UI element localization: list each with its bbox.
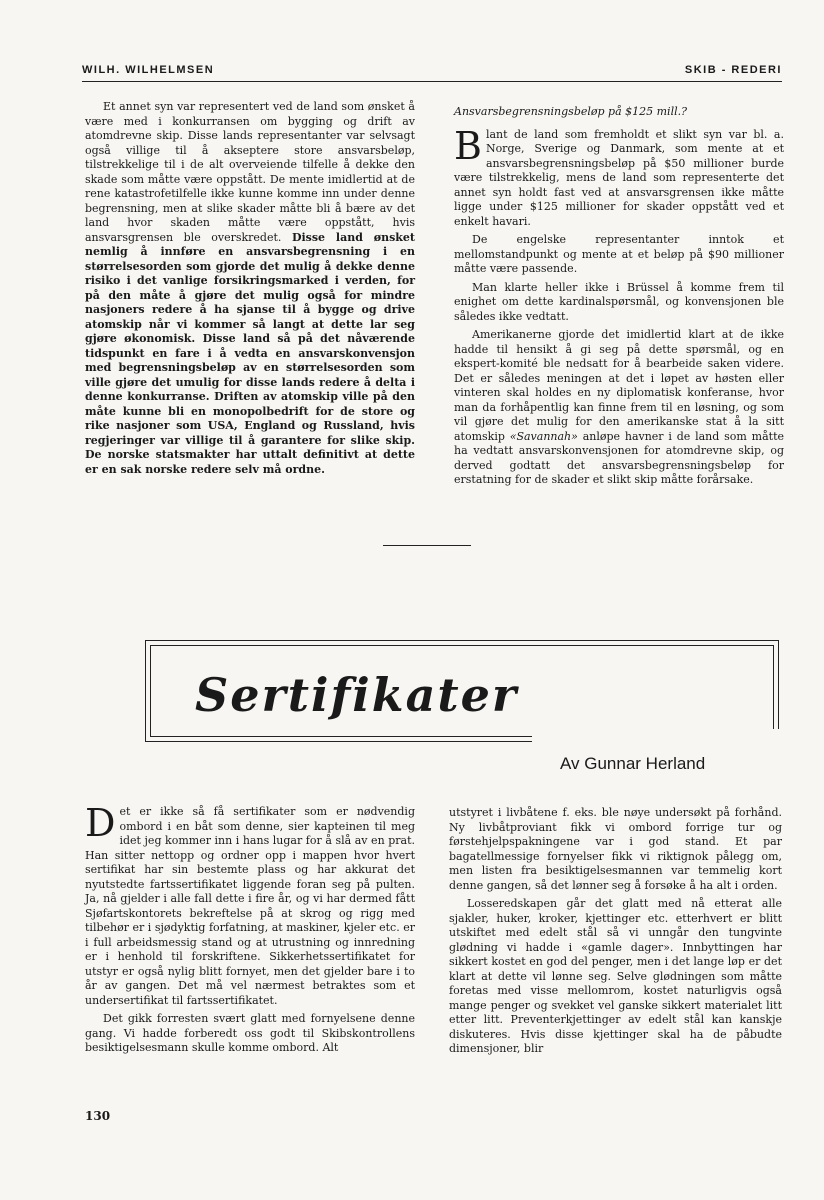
drop-cap: B [454,123,482,168]
paragraph [85,801,415,1008]
paragraph: Losseredskapen går det glatt med nå etterat alle sjakler, huker, kroker, kjettinger etc. etterhvert er blitt utskiftet med edelt stål så vi unngår den tungvinte glødning vi hadde i «gamle dager». Innbyttingen har sikkert kostet en god del penger, men i det lange løp er det klart at dette vil lønne seg. Selve glødningen som måtte foretas med visse mellomrom, kostet naturligvis også mange penger og svekket vel ganske sikkert materialet litt etter litt. Preventerkjettinger av edelt stål kan kanskje diskuteres. Hvis disse kjettinger skal ha de påbudte dimensjoner, blir [449,897,782,1055]
paragraph-text: lant de land som fremholdt et slikt syn var bl. a. Norge, Sverige og Danmark, som mente at et ansvarsbegrensningsbeløp på $50 millioner burde være tilstrekkelig, mens de land som representerte det annet syn holdt fast ved at ansvarsgrensen ikke måtte ligge under $125 millioner for skader oppstått ved et enkelt havari. [454,127,784,228]
top-left-column [85,100,415,481]
paragraph-text: anløpe havner i de land som måtte ha vedtatt ansvarskonvensjonen for atomdrevne skip, og derved godtatt det ansvarsbegrensningsbeløp for erstatning for de skader et slikt skip måtte forårsake. [454,429,784,486]
page-number: 130 [85,1109,111,1123]
paragraph-text: et er ikke så få sertifikater som er nødvendig ombord i en båt som denne, sier kapteinen til meg idet jeg kommer inn i hans lugar for å slå av en prat. Han sitter nettopp og ordner opp i mappen hvor hvert sertifikat har sin bestemte plass og har akkurat det nyutstedte fartssertifikatet liggende foran seg på pulten. Ja, nå gjelder i alle fall dette i fire år, og vi har dermed fått Sjøfartskontorets bekreftelse på at skrog og rigg med tilbehør er i sjødyktig forfatning, at maskiner, kjeler etc. er i full arbeidsmessig stand og at utrustning og innredning er i henhold til forskriftene. Sikkerhetssertifikatet for utstyr er også nylig blitt fornyet, men det gjelder bare i to år av gangen. Det må vel nærmest betraktes som et undersertifikat til fartssertifikatet. [85,805,415,1007]
paragraph: Man klarte heller ikke i Brüssel å komme frem til enighet om dette kardinalspørsmål, og konvensjonen ble således ikke vedtatt. [454,280,784,323]
paragraph-text: Et annet syn var representert ved de land som ønsket å være med i konkurransen om bygging og drift av atomdrevne skip. Disse lands representanter var selvsagt også villige til å akseptere store ansvarsbeløp, tilstrekkelige til i de alt overveiende tilfelle å dekke den skade som måtte være oppstått. De mente imidlertid at de rene katastrofetilfelle ikke kunne komme inn under denne begrensning, men at slike skader måtte bli å bære av det land hvor skaden måtte være oppstått, hvis ansvarsgrensen ble overskredet. [85,100,415,244]
paragraph [454,123,784,230]
running-head [82,64,782,76]
ship-name: «Savannah» [509,429,578,443]
paragraph-text: Amerikanerne gjorde det imidlertid klart at de ikke hadde til hensikt å gi seg på dette spørsmål, og en ekspert-komité ble nedsatt for å bearbeide saken videre. Det er således meningen at det i løpet av høsten eller vinteren skal holdes en ny diplomatisk konferanse, hvor man da forhåpentlig kan finne frem til en løsning, og som vil gjøre det mulig for den amerikanske stat å la sitt atomskip [454,328,784,443]
paragraph: Det gikk forresten svært glatt med fornyelsene denne gang. Vi hadde forberedt oss godt til Skibskontrollens besiktigelsesmann skulle komme ombord. Alt [85,1012,415,1054]
bottom-left-column [85,801,415,1060]
header-right: SKIB - REDERI [684,64,782,76]
paragraph-bold-text: Disse land ønsket nemlig å innføre en ansvarsbegrensning i en størrelsesorden som gjorde det mulig å dekke denne risiko i det vanlige forsikringsmarked i verden, for på den måte å gjøre det mulig også for mindre nasjoners redere å ha sjanse til å bygge og drive atomskip når vi kommer så langt at dette lar seg gjøre økonomisk. Disse land så på det nåværende tidspunkt en fare i å vedta en ansvarskonvensjon med begrensningsbeløp av en størrelsesorden som ville gjøre det umulig for disse lands redere å delta i denne konkurranse. Driften av atomskip ville på den måte kunne bli en monopolbedrift for de store og rike nasjoner som USA, England og Russland, hvis regjeringer var villige til å garantere for slike skip. De norske statsmakter har uttalt definitivt at dette er en sak norske redere selv må ordne. [85,230,415,476]
subheading: Ansvarsbegrensningsbeløp på $125 mill.? [454,105,688,118]
drop-cap: D [85,801,116,845]
paragraph [454,328,784,488]
header-rule [82,81,782,82]
title-frame-gap [532,729,780,743]
paragraph: De engelske representanter inntok et mellomstandpunkt og mente at et beløp på $90 millioner måtte være passende. [454,233,784,275]
paragraph [85,100,415,477]
top-right-column [454,105,784,492]
bottom-right-column [449,806,782,1061]
section-divider [383,545,471,546]
header-left: WILH. WILHELMSEN [82,64,215,76]
byline: Av Gunnar Herland [560,754,706,773]
article-title: Sertifikater [195,668,519,722]
paragraph: utstyret i livbåtene f. eks. ble nøye undersøkt på forhånd. Ny livbåtproviant fikk vi ombord forrige tur og førstehjelpspakningene var i god stand. Et par bagatellmessige fornyelser fikk vi riktignok pålegg om, men listen fra besiktigelsesmannen var temmelig kort denne gangen, så det lønner seg å forsøke å ha alt i orden. [449,806,782,892]
